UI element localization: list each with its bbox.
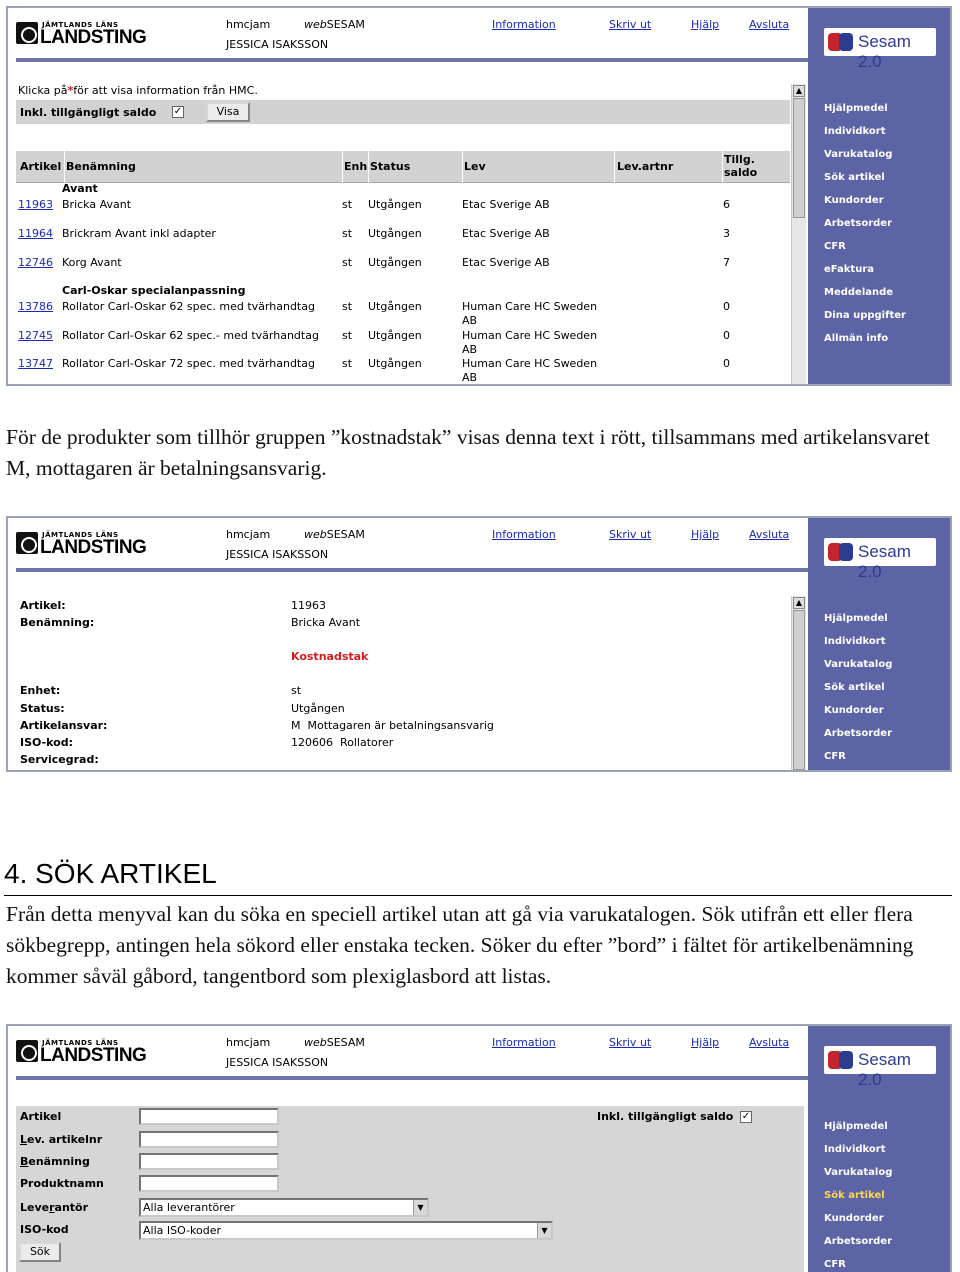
column-header-lev[interactable]: Lev xyxy=(464,160,486,173)
available-balance-label: Inkl. tillgängligt saldo xyxy=(597,1110,734,1123)
app-header xyxy=(8,1026,808,1076)
user-name: JESSICA ISAKSSON xyxy=(226,548,329,561)
logo-title: LANDSTING xyxy=(40,27,147,48)
kostnadstak-explanation: För de produkter som tillhör gruppen ”kostnadstak” visas denna text i rött, tillsammans med artikelansvaret M, mottagaren är betalningsansvarig. xyxy=(6,425,930,480)
sidebar-item-individkort[interactable]: Individkort xyxy=(824,126,886,137)
column-header-status[interactable]: Status xyxy=(370,160,411,173)
landsting-logo xyxy=(16,1036,147,1066)
sidebar-menu xyxy=(824,1120,892,1272)
leverantor-label: Leverantör xyxy=(20,1201,89,1214)
sidebar-item-kundorder[interactable]: Kundorder xyxy=(824,195,884,206)
system-name: webSESAM xyxy=(304,528,365,541)
benamning-label: Benämning xyxy=(20,1155,90,1168)
article-link[interactable]: 11964 xyxy=(18,227,53,240)
article-balance: 0 xyxy=(723,300,730,313)
sesam-logo: Sesam 2.0 xyxy=(824,28,936,56)
article-unit: st xyxy=(342,227,353,240)
isokod-label: ISO-kod: xyxy=(20,736,73,749)
filter-bar xyxy=(16,100,790,124)
sidebar-item-varukatalog[interactable]: Varukatalog xyxy=(824,149,893,160)
isokod-value: 120606 Rollatorer xyxy=(291,736,394,749)
logout-link[interactable]: Avsluta xyxy=(749,18,790,31)
search-form xyxy=(16,1106,804,1272)
header-divider xyxy=(16,1076,808,1080)
benamning-value: Bricka Avant xyxy=(291,616,361,629)
header-divider xyxy=(16,568,808,572)
sidebar xyxy=(808,1026,952,1272)
sidebar-item-allman-info[interactable]: Allmän info xyxy=(824,333,889,344)
logo-subtitle: JÄMTLANDS LÄNS xyxy=(42,21,119,29)
hmc-hint: Klicka på*för att visa information från HMC. xyxy=(18,84,258,97)
article-link[interactable]: 13747 xyxy=(18,357,53,370)
article-status: Utgången xyxy=(368,256,422,269)
scroll-thumb[interactable] xyxy=(793,610,805,770)
sidebar-item-arbetsorder[interactable]: Arbetsorder xyxy=(824,1236,893,1247)
landsting-emblem-icon xyxy=(16,1040,38,1062)
scroll-up-icon[interactable]: ▲ xyxy=(793,85,805,97)
article-supplier: Human Care HC Sweden AB xyxy=(462,329,598,356)
article-link[interactable]: 13786 xyxy=(18,300,53,313)
article-unit: st xyxy=(342,256,353,269)
scroll-up-icon[interactable]: ▲ xyxy=(793,597,805,609)
user-id: hmcjam xyxy=(226,18,271,31)
article-supplier: Human Care HC Sweden AB xyxy=(462,357,598,384)
article-balance: 7 xyxy=(723,256,730,269)
produktnamn-input[interactable] xyxy=(139,1175,279,1192)
article-supplier: Human Care HC Sweden AB xyxy=(462,300,598,327)
print-link[interactable]: Skriv ut xyxy=(609,528,652,541)
sidebar-item-sok-artikel[interactable]: Sök artikel xyxy=(824,682,885,693)
sidebar-item-cfr[interactable]: CFR xyxy=(824,241,846,252)
servicegrad-label: Servicegrad: xyxy=(20,753,99,766)
screenshot-result-list xyxy=(6,6,952,386)
print-link[interactable]: Skriv ut xyxy=(609,1036,652,1049)
table-header xyxy=(16,151,790,183)
information-link[interactable]: Information xyxy=(492,1036,556,1049)
information-link[interactable]: Information xyxy=(492,528,556,541)
show-button[interactable]: Visa xyxy=(206,102,250,122)
status-label: Status: xyxy=(20,702,65,715)
article-status: Utgången xyxy=(368,329,422,342)
sidebar-item-hjalpmedel[interactable]: Hjälpmedel xyxy=(824,613,888,624)
available-balance-checkbox[interactable]: ✓ xyxy=(741,1111,751,1122)
artikelansvar-value: M Mottagaren är betalningsansvarig xyxy=(291,719,494,732)
article-name: Rollator Carl-Oskar 62 spec. med tvärhandtag xyxy=(62,300,315,313)
screenshot-article-detail xyxy=(6,516,952,772)
logo-subtitle: JÄMTLANDS LÄNS xyxy=(42,1039,119,1047)
chevron-down-icon[interactable]: ▼ xyxy=(413,1200,427,1215)
search-button[interactable]: Sök xyxy=(19,1242,61,1262)
benamning-input[interactable] xyxy=(139,1153,279,1170)
article-name: Brickram Avant inkl adapter xyxy=(62,227,216,240)
enhet-value: st xyxy=(291,684,302,697)
isokod-label: ISO-kod xyxy=(20,1223,69,1236)
article-unit: st xyxy=(342,198,353,211)
sidebar-item-sok-artikel[interactable]: Sök artikel xyxy=(824,172,885,183)
help-link[interactable]: Hjälp xyxy=(691,18,720,31)
sidebar-item-individkort[interactable]: Individkort xyxy=(824,1144,886,1155)
sesam-logo: Sesam 2.0 xyxy=(824,538,936,566)
logout-link[interactable]: Avsluta xyxy=(749,1036,790,1049)
sidebar-item-hjalpmedel[interactable]: Hjälpmedel xyxy=(824,103,888,114)
logout-link[interactable]: Avsluta xyxy=(749,528,790,541)
detail-scrollbar[interactable] xyxy=(791,596,806,772)
logo-title: LANDSTING xyxy=(40,537,147,558)
results-scrollbar[interactable] xyxy=(791,84,806,386)
artikel-input[interactable] xyxy=(139,1108,279,1125)
benamning-label: Benämning: xyxy=(20,616,95,629)
sidebar-item-cfr[interactable]: CFR xyxy=(824,751,846,762)
article-balance: 3 xyxy=(723,227,730,240)
article-supplier: Etac Sverige AB xyxy=(462,227,550,240)
sidebar-item-arbetsorder[interactable]: Arbetsorder xyxy=(824,218,893,229)
landsting-emblem-icon xyxy=(16,22,38,44)
sidebar-item-dina-uppgifter[interactable]: Dina uppgifter xyxy=(824,310,906,321)
sidebar-item-individkort[interactable]: Individkort xyxy=(824,636,886,647)
sidebar xyxy=(808,518,952,770)
sidebar-item-sok-artikel[interactable]: Sök artikel xyxy=(824,1190,885,1201)
group-heading: Avant xyxy=(62,182,98,195)
print-link[interactable]: Skriv ut xyxy=(609,18,652,31)
user-name: JESSICA ISAKSSON xyxy=(226,38,329,51)
help-link[interactable]: Hjälp xyxy=(691,1036,720,1049)
section-divider xyxy=(4,895,952,896)
sidebar-menu xyxy=(824,102,906,355)
column-header-saldo[interactable]: Tillg. saldo xyxy=(724,153,758,179)
sesam-logo-icon xyxy=(828,543,854,561)
sesam-logo: Sesam 2.0 xyxy=(824,1046,936,1074)
article-supplier: Etac Sverige AB xyxy=(462,256,550,269)
column-header-lev-artnr[interactable]: Lev.artnr xyxy=(617,160,674,173)
article-name: Korg Avant xyxy=(62,256,122,269)
chevron-down-icon[interactable]: ▼ xyxy=(537,1223,551,1238)
article-supplier: Etac Sverige AB xyxy=(462,198,550,211)
article-name: Bricka Avant xyxy=(62,198,132,211)
leverantor-select[interactable]: Alla leverantörer ▼ xyxy=(139,1198,429,1217)
landsting-logo xyxy=(16,18,147,48)
sidebar-item-arbetsorder[interactable]: Arbetsorder xyxy=(824,728,893,739)
article-name: Rollator Carl-Oskar 72 spec. med tvärhandtag xyxy=(62,357,315,370)
user-id: hmcjam xyxy=(226,528,271,541)
app-header xyxy=(8,518,808,568)
system-name: webSESAM xyxy=(304,1036,365,1049)
levartnr-label: Lev. artikelnr xyxy=(20,1133,103,1146)
sesam-logo-icon xyxy=(828,1051,854,1069)
article-status: Utgången xyxy=(368,198,422,211)
kostnadstak-notice: Kostnadstak xyxy=(291,650,369,663)
available-balance-label: Inkl. tillgängligt saldo xyxy=(20,106,157,119)
logo-title: LANDSTING xyxy=(40,1045,147,1066)
article-status: Utgången xyxy=(368,227,422,240)
sidebar-item-varukatalog[interactable]: Varukatalog xyxy=(824,659,893,670)
scroll-thumb[interactable] xyxy=(793,98,805,218)
user-name: JESSICA ISAKSSON xyxy=(226,1056,329,1069)
article-unit: st xyxy=(342,357,353,370)
section-body: Från detta menyval kan du söka en speciell artikel utan att gå via varukatalogen. Sök utifrån ett eller flera sökbegrepp, antingen hela sökord eller enstaka tecken. Söker du efter ”bord” i fältet för artikelbenämning kommer såväl gåbord, tangentbord som plexiglasbord att listas. xyxy=(6,902,914,988)
article-balance: 0 xyxy=(723,329,730,342)
app-header xyxy=(8,8,808,58)
system-name: webSESAM xyxy=(304,18,365,31)
article-link[interactable]: 12746 xyxy=(18,256,53,269)
article-status: Utgången xyxy=(368,300,422,313)
column-header-artikel[interactable]: Artikel xyxy=(20,160,62,173)
sidebar-item-varukatalog[interactable]: Varukatalog xyxy=(824,1167,893,1178)
sidebar-item-hjalpmedel[interactable]: Hjälpmedel xyxy=(824,1121,888,1132)
user-id: hmcjam xyxy=(226,1036,271,1049)
artikel-value: 11963 xyxy=(291,599,326,612)
sidebar-item-cfr[interactable]: CFR xyxy=(824,1259,846,1270)
status-value: Utgången xyxy=(291,702,345,715)
sesam-logo-icon xyxy=(828,33,854,51)
header-divider xyxy=(16,58,808,62)
group-heading: Carl-Oskar specialanpassning xyxy=(62,284,246,297)
article-status: Utgången xyxy=(368,357,422,370)
produktnamn-label: Produktnamn xyxy=(20,1177,104,1190)
sidebar-item-kundorder[interactable]: Kundorder xyxy=(824,705,884,716)
article-link[interactable]: 12745 xyxy=(18,329,53,342)
article-balance: 0 xyxy=(723,357,730,370)
sidebar-item-efaktura[interactable]: eFaktura xyxy=(824,264,875,275)
enhet-label: Enhet: xyxy=(20,684,61,697)
article-unit: st xyxy=(342,329,353,342)
information-link[interactable]: Information xyxy=(492,18,556,31)
landsting-logo xyxy=(16,528,147,558)
article-name: Rollator Carl-Oskar 62 spec.- med tvärhandtag xyxy=(62,329,319,342)
sidebar-item-kundorder[interactable]: Kundorder xyxy=(824,1213,884,1224)
article-link[interactable]: 11963 xyxy=(18,198,53,211)
article-balance: 6 xyxy=(723,198,730,211)
sidebar-menu xyxy=(824,612,892,772)
artikel-label: Artikel: xyxy=(20,599,66,612)
column-header-benamning[interactable]: Benämning xyxy=(66,160,136,173)
available-balance-checkbox[interactable]: ✓ xyxy=(173,106,183,117)
levartnr-input[interactable] xyxy=(139,1131,279,1148)
isokod-select[interactable]: Alla ISO-koder ▼ xyxy=(139,1221,553,1240)
asterisk-icon: * xyxy=(67,84,74,97)
sidebar xyxy=(808,8,952,384)
column-header-enh[interactable]: Enh xyxy=(344,160,368,173)
landsting-emblem-icon xyxy=(16,532,38,554)
artikelansvar-label: Artikelansvar: xyxy=(20,719,108,732)
article-unit: st xyxy=(342,300,353,313)
section-heading: 4. SÖK ARTIKEL xyxy=(4,858,217,889)
help-link[interactable]: Hjälp xyxy=(691,528,720,541)
screenshot-search-form xyxy=(6,1024,952,1272)
logo-subtitle: JÄMTLANDS LÄNS xyxy=(42,531,119,539)
artikel-label: Artikel xyxy=(20,1110,62,1123)
sidebar-item-meddelande[interactable]: Meddelande xyxy=(824,287,894,298)
